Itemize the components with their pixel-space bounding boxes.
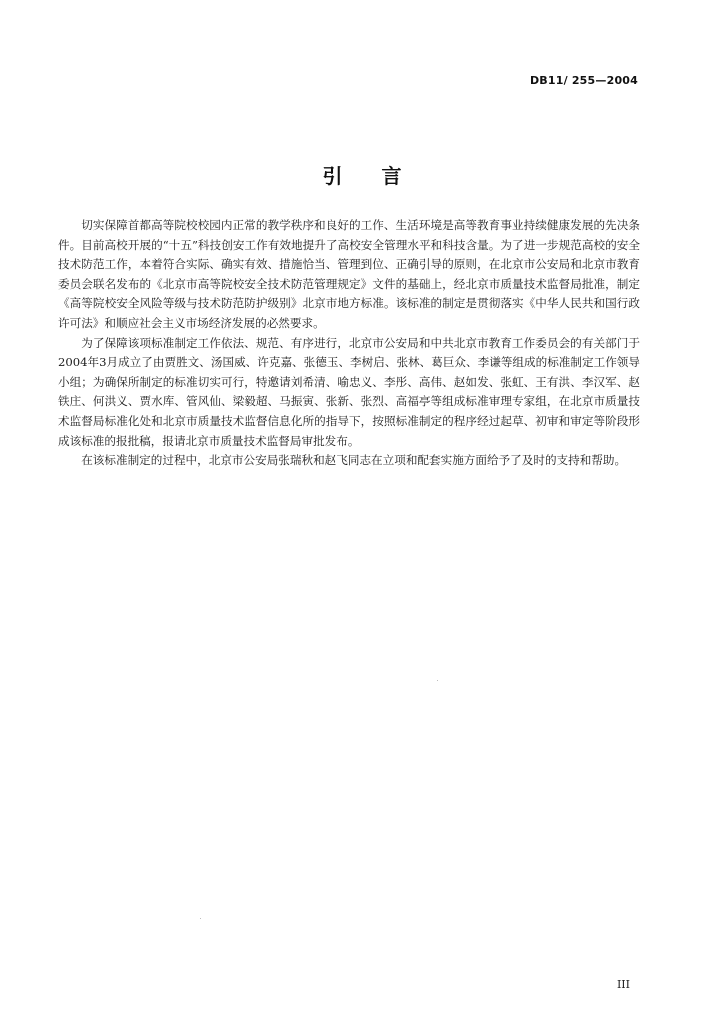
body-text xyxy=(58,216,640,471)
paragraph: 切实保障首都高等院校校园内正常的教学秩序和良好的工作、生活环境是高等教育事业持续健康发展的先决条件。目前高校开展的“十五”科技创安工作有效地提升了高校安全管理水平和科技含量。为了进一步规范高校的安全技术防范工作，本着符合实际、确实有效、措施恰当、管理到位、正确引导的原则，在北京市公安局和北京市教育委员会联名发布的《北京市高等院校安全技术防范管理规定》文件的基础上，经北京市质量技术监督局批准，制定《高等院校安全风险等级与技术防范防护级别》北京市地方标准。该标准的制定是贯彻落实《中华人民共和国行政许可法》和顺应社会主义市场经济发展的必然要求。 xyxy=(58,218,640,330)
page-title: 引 言 xyxy=(322,164,418,188)
document-code: DB11/ 255—2004 xyxy=(529,74,638,87)
scan-speck xyxy=(437,680,438,681)
paragraph: 在该标准制定的过程中，北京市公安局张瑞秋和赵飞同志在立项和配套实施方面给予了及时的支持和帮助。 xyxy=(81,453,627,468)
scan-speck xyxy=(200,918,201,919)
page-number: III xyxy=(616,978,630,991)
paragraph: 为了保障该项标准制定工作依法、规范、有序进行，北京市公安局和中共北京市教育工作委员会的有关部门于2004年3月成立了由贾胜文、汤国威、许克嘉、张德玉、李树启、张林、葛巨众、李谦等组成的标准制定工作领导小组；为确保所制定的标准切实可行，特邀请刘希清、喻忠义、李彤、高伟、赵如发、张虹、王有洪、李汉军、赵铁庄、何洪义、贾水库、管风仙、梁毅超、马振寅、张新、张烈、高福亭等组成标准审理专家组，在北京市质量技术监督局标准化处和北京市质量技术监督信息化所的指导下，按照标准制定的程序经过起草、初审和审定等阶段形成该标准的报批稿，报请北京市质量技术监督局审批发布。 xyxy=(58,335,640,448)
